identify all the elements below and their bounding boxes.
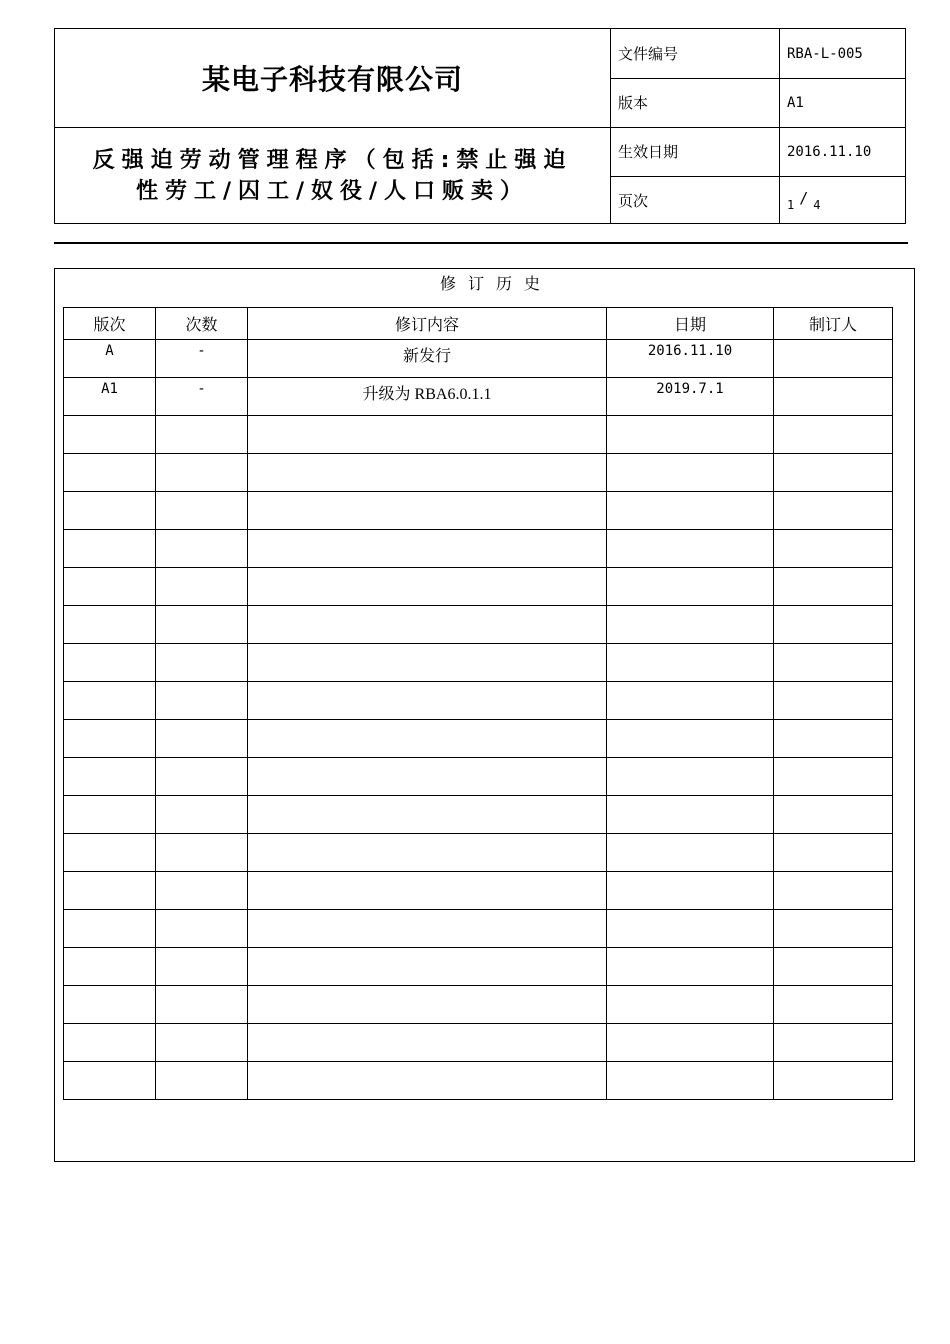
cell-author (774, 454, 893, 492)
column-header-author: 制订人 (774, 308, 893, 340)
cell-count (156, 530, 248, 568)
column-header-content: 修订内容 (248, 308, 607, 340)
cell-count-text: - (197, 343, 206, 359)
cell-version (64, 872, 156, 910)
cell-author (774, 986, 893, 1024)
document-title (55, 127, 610, 224)
page-value (787, 176, 905, 225)
revision-title: 修订历史 (439, 274, 552, 293)
cell-count (156, 1024, 248, 1062)
table-row (64, 568, 893, 606)
cell-content (248, 796, 607, 834)
page-label: 页次 (618, 192, 649, 210)
table-row (64, 758, 893, 796)
cell-author (774, 758, 893, 796)
cell-date (607, 1062, 774, 1100)
cell-author (774, 1024, 893, 1062)
cell-date-text: 2019.7.1 (656, 381, 724, 397)
cell-content (248, 834, 607, 872)
horizontal-rule (54, 242, 908, 244)
cell-count (156, 758, 248, 796)
cell-version (64, 416, 156, 454)
cell-content-text: 升级为 RBA6.0.1.1 (362, 386, 492, 403)
table-row (64, 454, 893, 492)
cell-count (156, 378, 248, 416)
page-separator: / (799, 188, 809, 207)
cell-count (156, 682, 248, 720)
cell-content (248, 986, 607, 1024)
table-row (64, 378, 893, 416)
table-row (64, 682, 893, 720)
cell-count (156, 910, 248, 948)
cell-version (64, 948, 156, 986)
cell-author (774, 948, 893, 986)
cell-date (607, 568, 774, 606)
cell-content (248, 872, 607, 910)
cell-version (64, 796, 156, 834)
cell-count (156, 644, 248, 682)
cell-date (607, 530, 774, 568)
table-row (64, 948, 893, 986)
cell-version (64, 644, 156, 682)
cell-author (774, 872, 893, 910)
cell-version (64, 378, 156, 416)
doc-number-value: RBA-L-005 (787, 45, 863, 62)
cell-version (64, 530, 156, 568)
column-header-version: 版次 (64, 308, 156, 340)
revision-table-body (64, 340, 893, 1100)
doc-number-label: 文件编号 (618, 45, 679, 63)
cell-date (607, 492, 774, 530)
divider (610, 29, 611, 223)
column-header-date: 日期 (607, 308, 774, 340)
cell-version (64, 1062, 156, 1100)
table-row (64, 1024, 893, 1062)
document-title-line2: 性劳工/囚工/奴役/人口贩卖） (135, 178, 530, 204)
cell-date (607, 796, 774, 834)
divider (779, 29, 780, 223)
cell-count (156, 872, 248, 910)
cell-count (156, 568, 248, 606)
cell-version (64, 340, 156, 378)
page-total: 4 (813, 197, 821, 212)
cell-content (248, 454, 607, 492)
cell-count (156, 948, 248, 986)
table-row (64, 986, 893, 1024)
cell-version (64, 910, 156, 948)
table-row (64, 340, 893, 378)
table-row (64, 606, 893, 644)
version-label: 版本 (618, 94, 649, 112)
cell-date (607, 416, 774, 454)
version-value: A1 (787, 94, 804, 111)
cell-count (156, 834, 248, 872)
table-header-row (64, 308, 893, 340)
cell-count (156, 454, 248, 492)
cell-count (156, 416, 248, 454)
cell-count (156, 1062, 248, 1100)
cell-version (64, 568, 156, 606)
cell-version (64, 720, 156, 758)
table-row (64, 910, 893, 948)
page-current: 1 (787, 197, 795, 212)
cell-date (607, 606, 774, 644)
column-header-count: 次数 (156, 308, 248, 340)
cell-author (774, 682, 893, 720)
cell-date (607, 340, 774, 378)
cell-version (64, 492, 156, 530)
table-row (64, 530, 893, 568)
cell-author (774, 720, 893, 758)
cell-date (607, 454, 774, 492)
cell-count (156, 606, 248, 644)
cell-content (248, 1062, 607, 1100)
cell-author (774, 340, 893, 378)
cell-content (248, 378, 607, 416)
company-name: 某电子科技有限公司 (201, 63, 463, 96)
cell-author (774, 796, 893, 834)
cell-content (248, 530, 607, 568)
cell-content-text: 新发行 (402, 348, 451, 365)
table-row (64, 1062, 893, 1100)
cell-count-text: - (197, 381, 206, 397)
table-row (64, 416, 893, 454)
cell-date (607, 758, 774, 796)
cell-author (774, 644, 893, 682)
cell-count (156, 492, 248, 530)
cell-date (607, 948, 774, 986)
cell-date-text: 2016.11.10 (647, 343, 733, 359)
cell-author (774, 378, 893, 416)
document-header (54, 28, 906, 224)
cell-date (607, 644, 774, 682)
cell-date (607, 1024, 774, 1062)
cell-author (774, 568, 893, 606)
cell-version (64, 834, 156, 872)
cell-version-text: A (105, 343, 114, 359)
cell-content (248, 644, 607, 682)
cell-content (248, 492, 607, 530)
cell-author (774, 492, 893, 530)
effective-date-label: 生效日期 (618, 143, 679, 161)
cell-content (248, 568, 607, 606)
cell-content (248, 910, 607, 948)
table-row (64, 720, 893, 758)
table-row (64, 834, 893, 872)
cell-version-text: A1 (101, 381, 118, 397)
cell-count (156, 986, 248, 1024)
cell-content (248, 340, 607, 378)
cell-date (607, 378, 774, 416)
cell-date (607, 682, 774, 720)
cell-count (156, 340, 248, 378)
cell-content (248, 758, 607, 796)
cell-count (156, 720, 248, 758)
cell-content (248, 948, 607, 986)
cell-author (774, 530, 893, 568)
cell-version (64, 986, 156, 1024)
table-row (64, 492, 893, 530)
cell-date (607, 986, 774, 1024)
cell-content (248, 1024, 607, 1062)
cell-author (774, 834, 893, 872)
table-row (64, 796, 893, 834)
cell-author (774, 910, 893, 948)
revision-table (63, 307, 893, 1100)
cell-content (248, 416, 607, 454)
cell-version (64, 606, 156, 644)
cell-date (607, 910, 774, 948)
cell-date (607, 720, 774, 758)
cell-version (64, 1024, 156, 1062)
cell-author (774, 1062, 893, 1100)
cell-date (607, 872, 774, 910)
table-row (64, 644, 893, 682)
cell-date (607, 834, 774, 872)
cell-version (64, 682, 156, 720)
cell-content (248, 606, 607, 644)
cell-version (64, 758, 156, 796)
table-row (64, 872, 893, 910)
cell-content (248, 682, 607, 720)
cell-author (774, 416, 893, 454)
document-title-line1: 反强迫劳动管理程序（包括:禁止强迫 (92, 147, 573, 173)
cell-content (248, 720, 607, 758)
cell-version (64, 454, 156, 492)
cell-author (774, 606, 893, 644)
cell-count (156, 796, 248, 834)
effective-date-value: 2016.11.10 (787, 143, 872, 160)
